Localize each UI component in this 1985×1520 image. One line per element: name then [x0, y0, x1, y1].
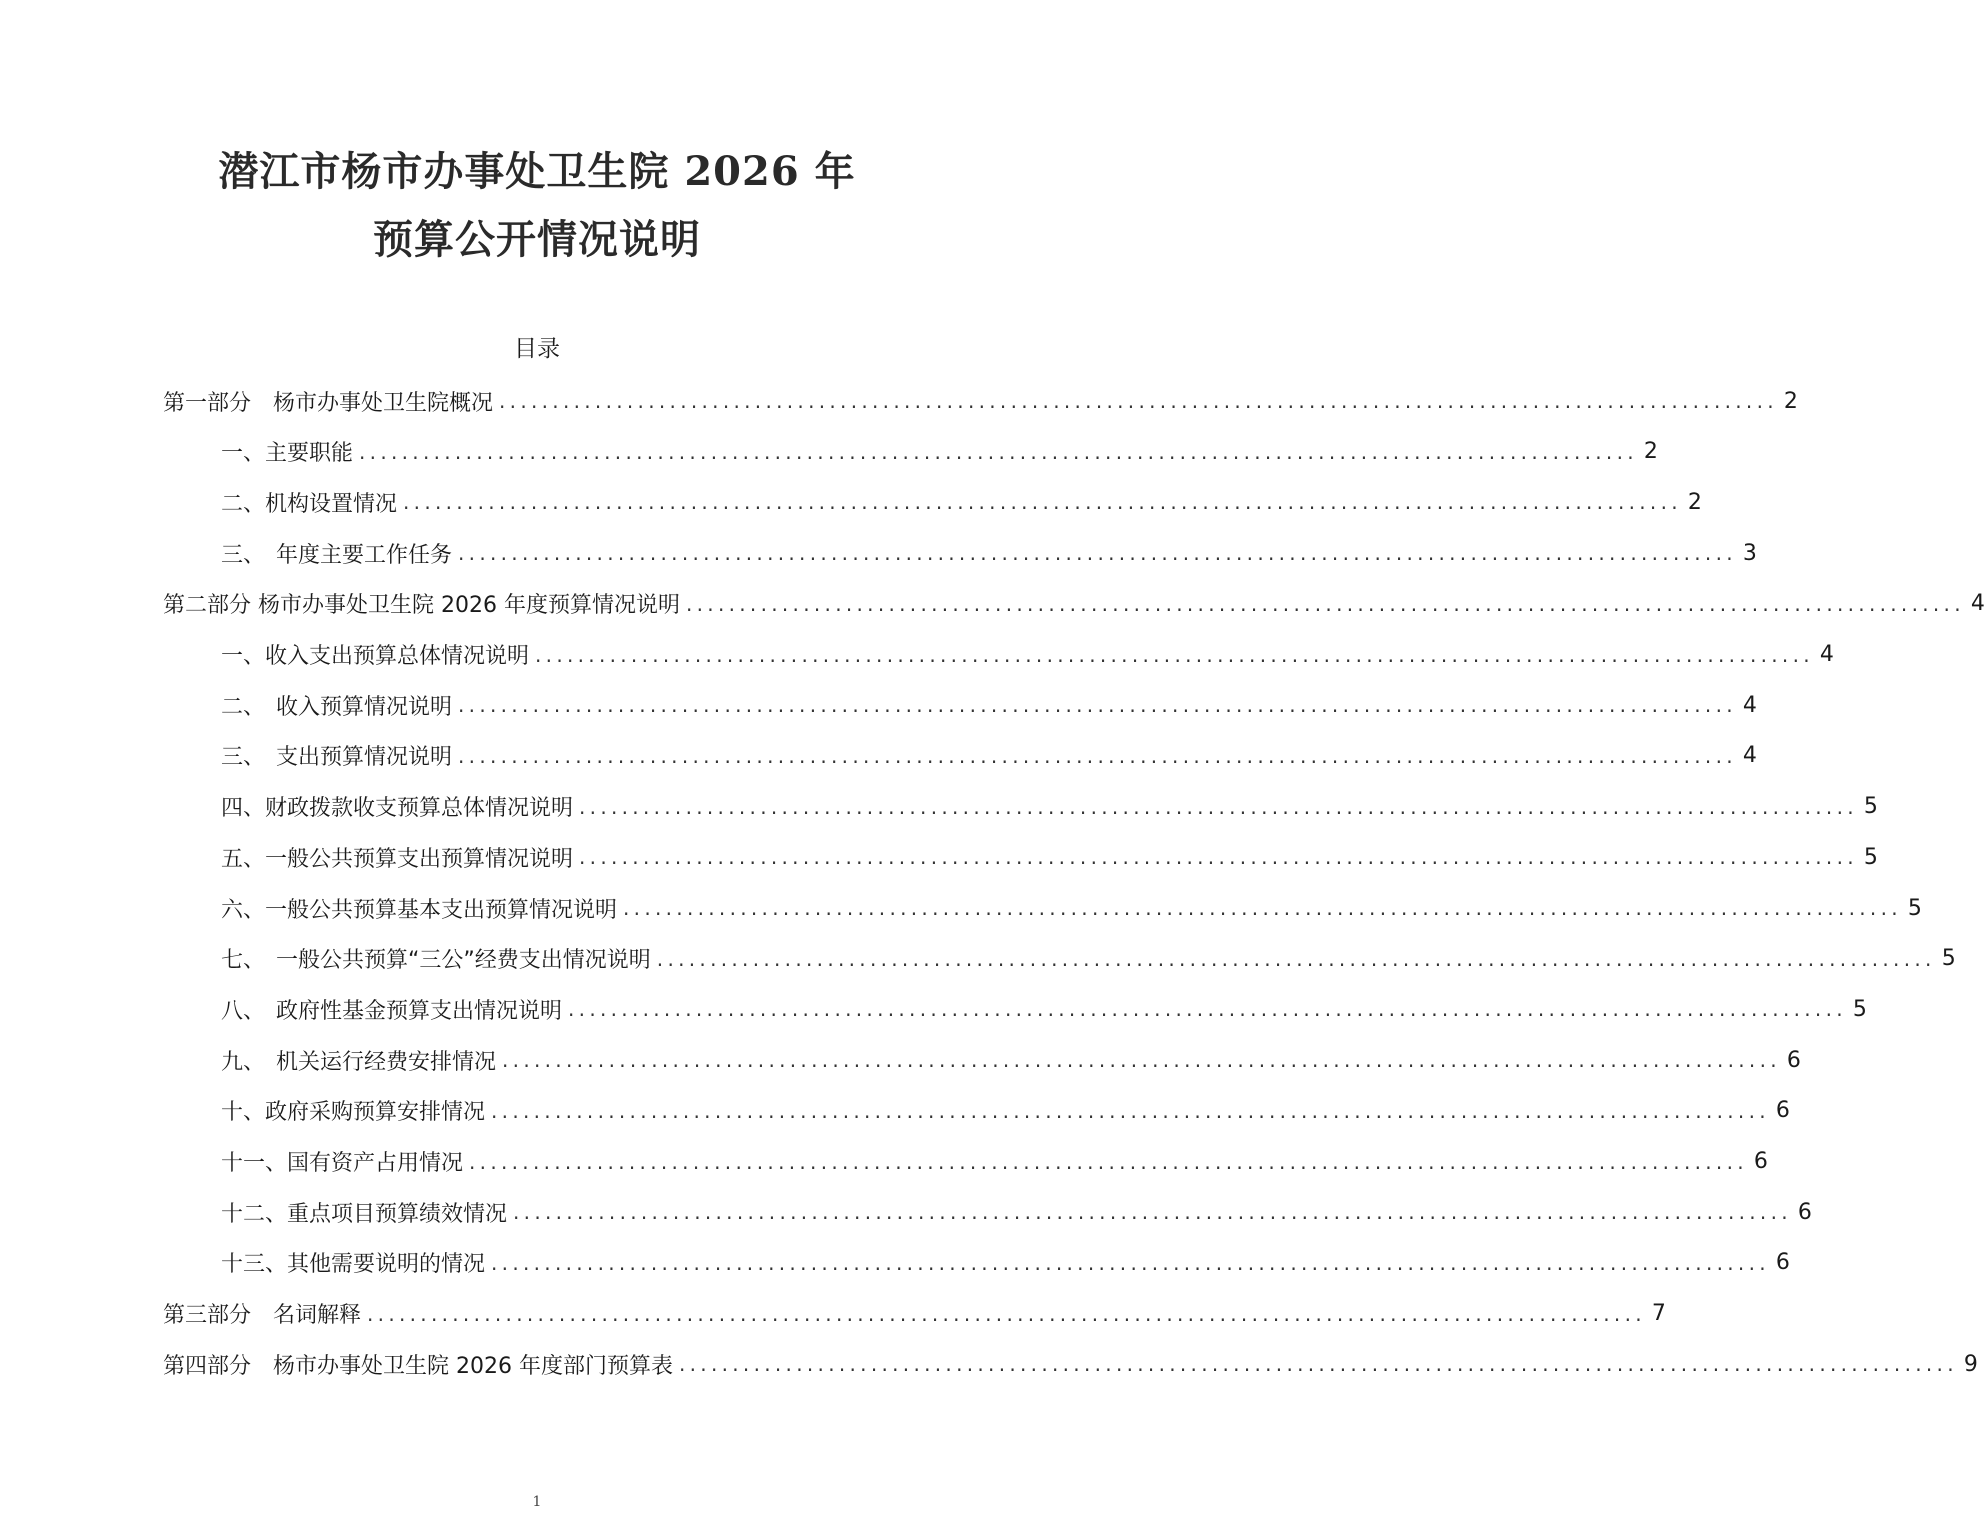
toc-dot-leader: ........................................................................................................................	[367, 1301, 1646, 1326]
toc-entry-label: 二、机构设置情况	[221, 491, 398, 517]
toc-dot-leader: ........................................................................................................................	[656, 946, 1936, 971]
toc-entry-page: 6	[1775, 1098, 1790, 1124]
toc-entry-page: 5	[1907, 895, 1922, 921]
toc-dot-leader: ........................................................................................................................	[579, 845, 1858, 870]
toc-entry[interactable]	[221, 435, 1658, 469]
toc-dot-leader: ........................................................................................................................	[458, 541, 1737, 566]
toc-dot-leader: ........................................................................................................................	[403, 490, 1682, 515]
toc-entry-page: 6	[1775, 1250, 1790, 1276]
toc-entry-label: 一、收入支出预算总体情况说明	[221, 644, 530, 669]
toc-entry[interactable]	[221, 485, 1702, 519]
toc-entry-page: 4	[1970, 591, 1985, 617]
toc-entry-page: 5	[1941, 946, 1956, 972]
toc-dot-leader: ........................................................................................................................	[568, 997, 1847, 1022]
toc-entry-label: 三、 支出预算情况说明	[221, 745, 453, 771]
toc-entry-label: 十、政府采购预算安排情况	[221, 1100, 486, 1126]
toc-entry-label: 第三部分 名词解释	[163, 1303, 362, 1329]
toc-entry[interactable]	[221, 1195, 1812, 1229]
toc-entry[interactable]	[163, 1347, 1978, 1381]
toc-entry-label: 二、 收入预算情况说明	[221, 694, 453, 720]
toc-entry-page: 4	[1819, 642, 1834, 667]
toc-entry-page: 2	[1783, 388, 1798, 414]
toc-entry-label: 第四部分 杨市办事处卫生院 2026 年度部门预算表	[163, 1353, 673, 1379]
toc-entry[interactable]	[221, 638, 1834, 672]
toc-entry-page: 6	[1786, 1047, 1801, 1073]
toc-dot-leader: ........................................................................................................................	[499, 389, 1778, 413]
toc-entry[interactable]	[221, 840, 1878, 874]
toc-dot-leader: ........................................................................................................................	[469, 1149, 1748, 1174]
toc-entry[interactable]	[221, 739, 1757, 773]
toc-entry-label: 八、 政府性基金预算支出情况说明	[221, 998, 563, 1024]
toc-dot-leader: ........................................................................................................................	[458, 743, 1737, 768]
toc-entry[interactable]	[221, 536, 1757, 570]
toc-entry[interactable]	[221, 891, 1922, 925]
toc-entry[interactable]	[221, 1043, 1801, 1077]
toc-entry-label: 五、一般公共预算支出预算情况说明	[221, 846, 574, 872]
toc-dot-leader: ........................................................................................................................	[685, 591, 1965, 616]
toc-entry[interactable]	[163, 1297, 1666, 1331]
toc-entry-page: 7	[1651, 1301, 1666, 1327]
toc-entry-page: 6	[1797, 1199, 1812, 1225]
toc-entry[interactable]	[163, 384, 1798, 418]
toc-entry-page: 4	[1742, 743, 1757, 769]
toc-dot-leader: ........................................................................................................................	[513, 1200, 1792, 1225]
toc-dot-leader: ........................................................................................................................	[359, 439, 1638, 464]
toc-entry-page: 2	[1643, 439, 1658, 465]
toc-entry[interactable]	[221, 1094, 1790, 1128]
page-number: 1	[532, 1494, 542, 1510]
toc-entry-label: 十二、重点项目预算绩效情况	[221, 1201, 508, 1227]
toc-entry-page: 3	[1742, 540, 1757, 566]
toc-entry[interactable]	[221, 942, 1956, 976]
toc-entry-label: 第一部分 杨市办事处卫生院概况	[163, 390, 494, 416]
toc-entry-page: 4	[1742, 692, 1757, 718]
toc-entry-label: 七、 一般公共预算“三公”经费支出情况说明	[221, 948, 651, 974]
toc-entry[interactable]	[163, 587, 1985, 621]
toc-entry-label: 第二部分 杨市办事处卫生院 2026 年度预算情况说明	[163, 593, 680, 619]
toc-entry-page: 2	[1687, 489, 1702, 515]
document-title-line-1: 潜江市杨市办事处卫生院 2026 年	[218, 148, 856, 195]
toc-dot-leader: ........................................................................................................................	[623, 896, 1902, 920]
toc-entry-page: 5	[1852, 996, 1867, 1022]
toc-entry[interactable]	[221, 790, 1878, 824]
toc-dot-leader: ........................................................................................................................	[579, 794, 1858, 819]
toc-entry-page: 5	[1863, 794, 1878, 820]
toc-entry[interactable]	[221, 992, 1867, 1026]
toc-entry-page: 5	[1863, 844, 1878, 870]
toc-dot-leader: ........................................................................................................................	[678, 1352, 1958, 1377]
toc-entry[interactable]	[221, 1145, 1768, 1179]
document-title-line-2: 预算公开情况说明	[373, 216, 701, 263]
toc-dot-leader: ........................................................................................................................	[502, 1048, 1781, 1073]
toc-entry-label: 九、 机关运行经费安排情况	[221, 1049, 497, 1075]
toc-entry-label: 四、财政拨款收支预算总体情况说明	[221, 796, 574, 822]
toc-entry-label: 十三、其他需要说明的情况	[221, 1252, 486, 1278]
toc-dot-leader: ........................................................................................................................	[491, 1098, 1770, 1123]
toc-entry-label: 三、 年度主要工作任务	[221, 542, 453, 568]
toc-dot-leader: ........................................................................................................................	[535, 642, 1814, 667]
toc-dot-leader: ........................................................................................................................	[491, 1250, 1770, 1275]
toc-entry[interactable]	[221, 1246, 1790, 1280]
toc-entry-label: 一、主要职能	[221, 441, 354, 467]
toc-heading: 目录	[514, 336, 560, 362]
toc-entry-label: 六、一般公共预算基本支出预算情况说明	[221, 897, 618, 923]
toc-entry-label: 十一、国有资产占用情况	[221, 1151, 464, 1176]
toc-entry-page: 9	[1963, 1351, 1978, 1377]
toc-entry[interactable]	[221, 688, 1757, 722]
toc-dot-leader: ........................................................................................................................	[458, 693, 1737, 718]
toc-entry-page: 6	[1753, 1149, 1768, 1174]
